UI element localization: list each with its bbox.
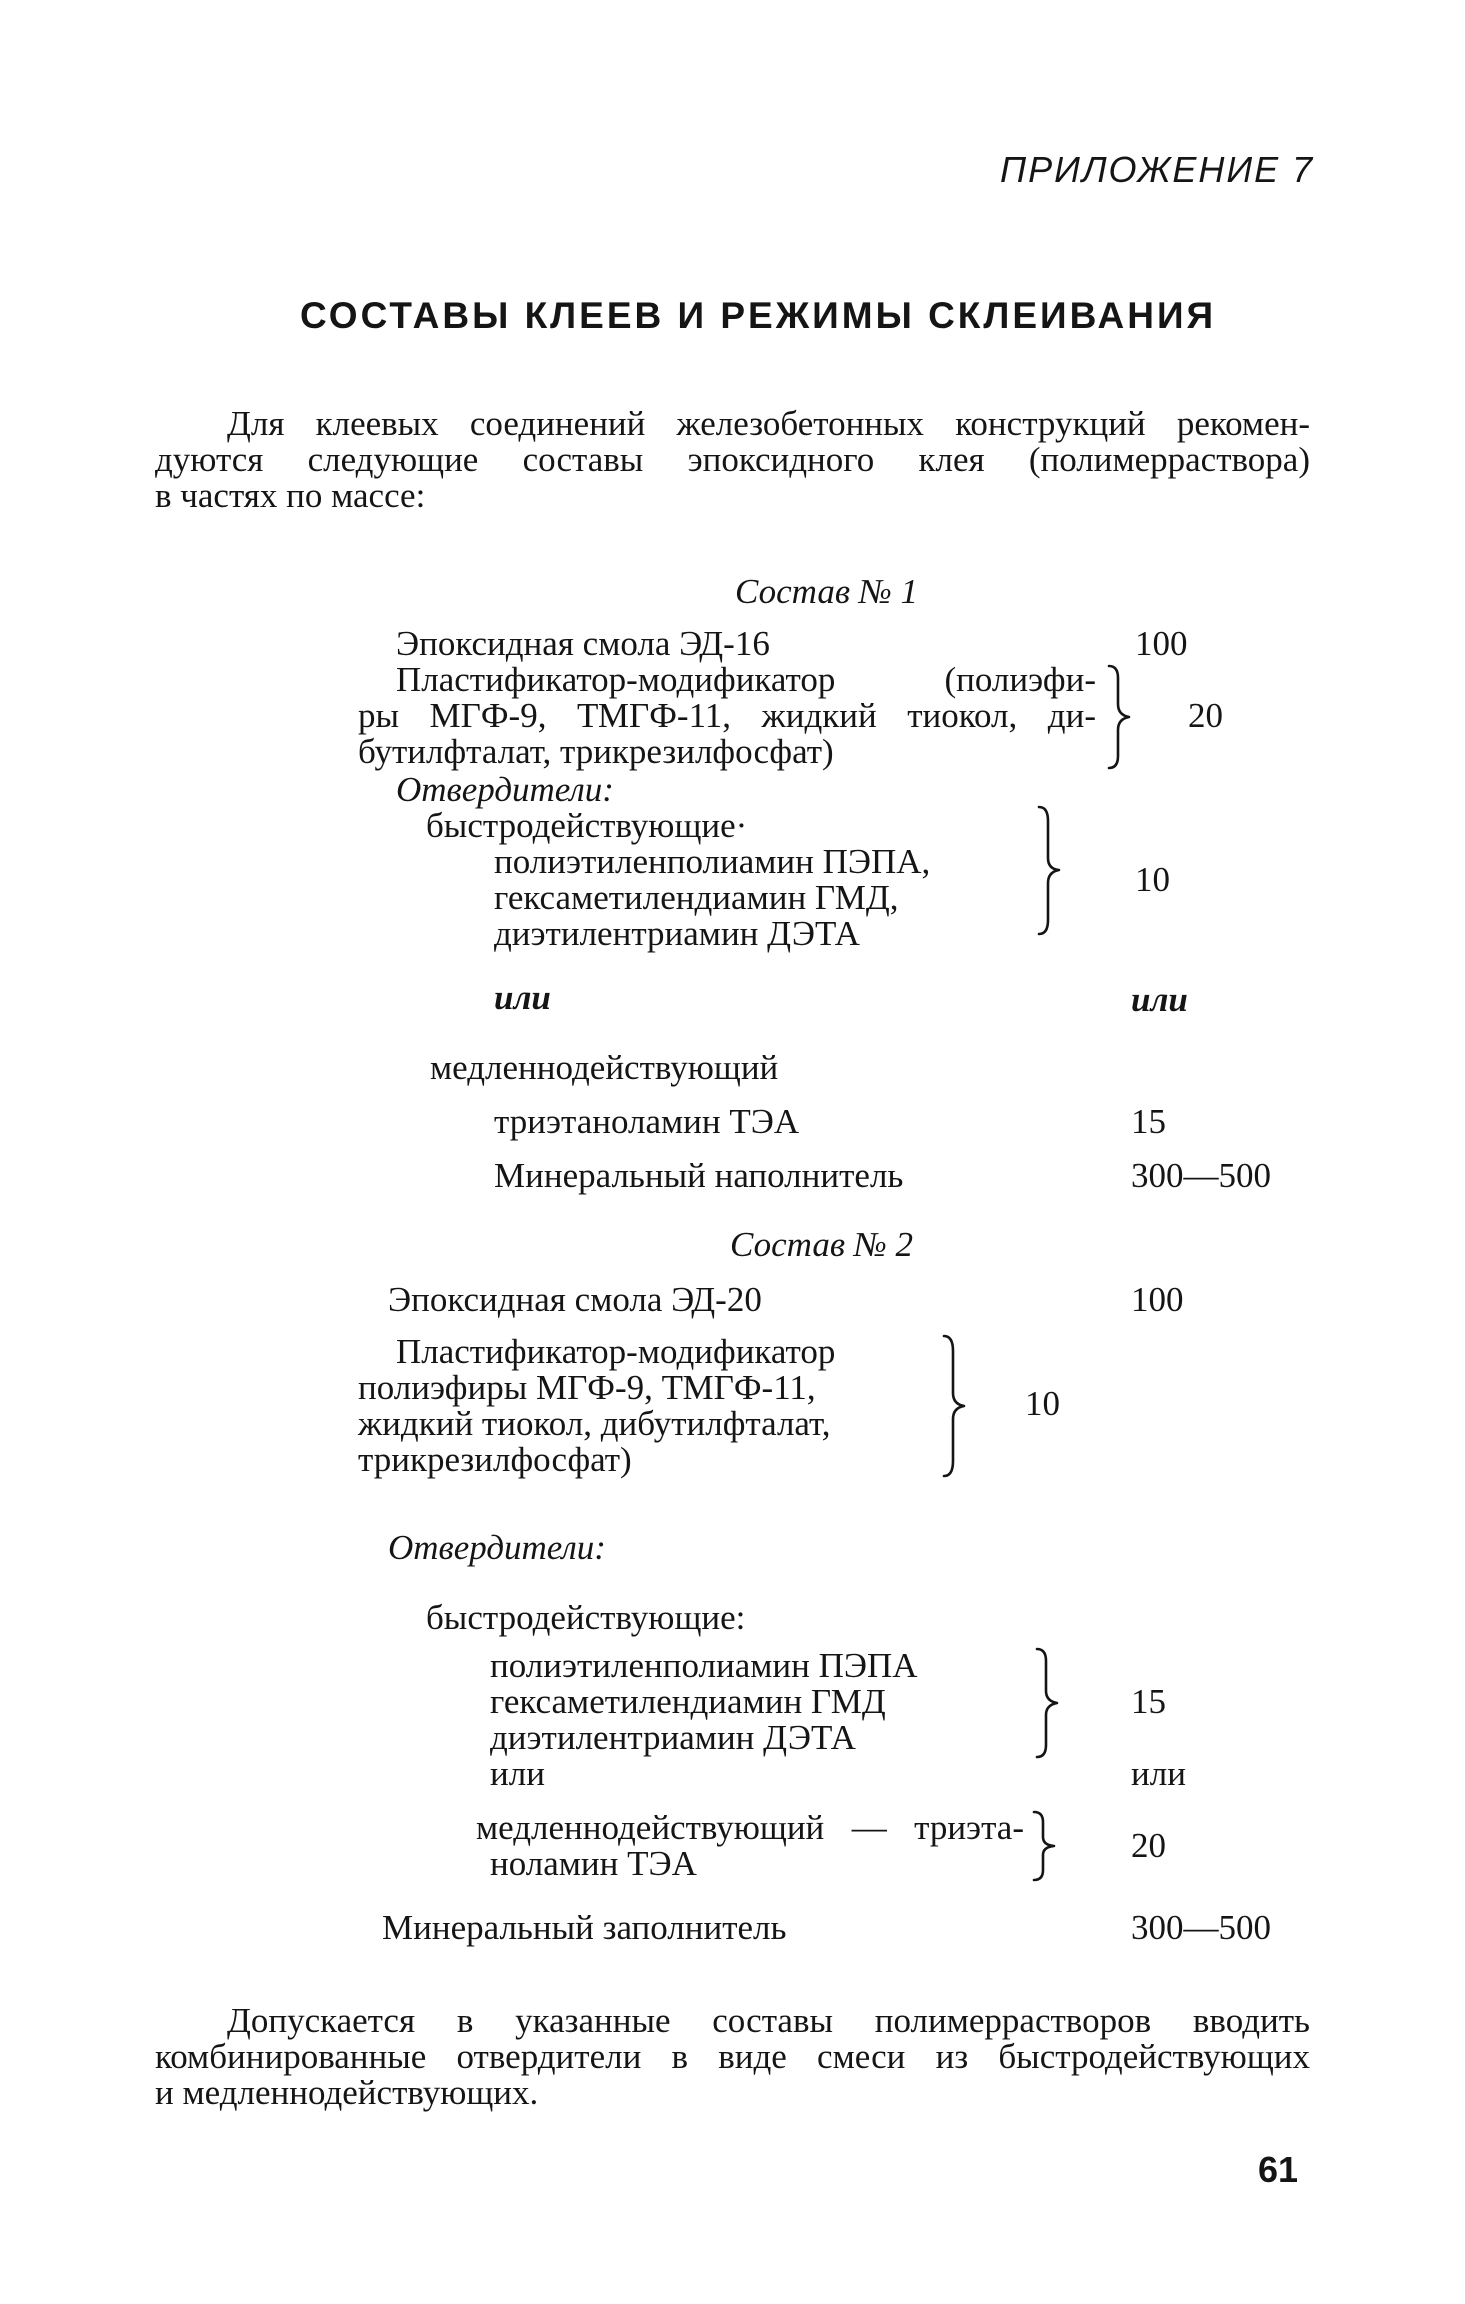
c1-slow-item-label: триэтаноламин ТЭА: [494, 1102, 800, 1141]
c1-filler-value: 300—500: [1131, 1156, 1271, 1195]
intro-line-2: дуются следующие составы эпоксидного клея (полимерраствора): [155, 440, 1310, 479]
c1-filler-label: Минеральный наполнитель: [494, 1156, 904, 1195]
c2-fast-label: быстродействующие:: [426, 1598, 746, 1637]
page-title: СОСТАВЫ КЛЕЕВ И РЕЖИМЫ СКЛЕИВАНИЯ: [300, 295, 1217, 336]
c2-resin-value: 100: [1131, 1280, 1184, 1319]
c1-or-left: или: [494, 978, 551, 1017]
c2-resin-label: Эпоксидная смола ЭД-20: [388, 1280, 762, 1319]
c2-plasticizer-line-2: полиэфиры МГФ-9, ТМГФ-11,: [358, 1368, 816, 1407]
composition-2-heading: Состав № 2: [730, 1225, 914, 1264]
c2-filler-label: Минеральный заполнитель: [382, 1908, 787, 1947]
c2-slow-line-2: ноламин ТЭА: [490, 1844, 697, 1883]
composition-1-heading: Состав № 1: [735, 572, 919, 611]
c1-fast-item-3: диэтилентриамин ДЭТА: [494, 914, 860, 953]
note-line-1: Допускается в указанные составы полимеррастворов вводить: [227, 2001, 1310, 2040]
c2-fast-value: 15: [1131, 1682, 1166, 1721]
c1-plasticizer-line-2: ры МГФ-9, ТМГФ-11, жидкий тиокол, ди-: [358, 696, 1096, 735]
c2-fast-brace: [1033, 1645, 1067, 1761]
intro-line-3: в частях по массе:: [155, 476, 426, 515]
page-number: 61: [1258, 2149, 1299, 2190]
c1-or-right: или: [1131, 980, 1188, 1019]
c1-fast-label: быстродействующие·: [426, 806, 748, 845]
c1-hardeners-label: Отвердители:: [396, 770, 614, 809]
c2-hardeners-label: Отвердители:: [388, 1528, 606, 1567]
c1-plasticizer-line-1: Пластификатор-модификатор (полиэфи-: [396, 660, 1096, 699]
c2-plasticizer-line-1: Пластификатор-модификатор: [396, 1332, 836, 1371]
c2-or-left: или: [490, 1754, 545, 1793]
c2-plasticizer-line-4: трикрезилфосфат): [358, 1440, 632, 1479]
c1-slow-label: медленнодействующий: [430, 1048, 779, 1087]
c1-plasticizer-brace: [1105, 662, 1139, 772]
c2-plasticizer-brace: [940, 1332, 974, 1480]
c2-plasticizer-line-3: жидкий тиокол, дибутилфталат,: [358, 1404, 831, 1443]
c1-slow-item-value: 15: [1131, 1102, 1166, 1141]
c2-or-right: или: [1131, 1754, 1186, 1793]
c2-fast-item-1: полиэтиленполиамин ПЭПА: [490, 1646, 918, 1685]
c1-plasticizer-line-3: бутилфталат, трикрезилфосфат): [358, 732, 834, 771]
c1-resin-value: 100: [1135, 624, 1188, 663]
c1-resin-label: Эпоксидная смола ЭД-16: [396, 624, 770, 663]
c2-plasticizer-value: 10: [1025, 1384, 1060, 1423]
c2-slow-value: 20: [1131, 1826, 1166, 1865]
note-line-3: и медленнодействующих.: [155, 2073, 539, 2112]
c1-fast-item-1: полиэтиленполиамин ПЭПА,: [494, 842, 931, 881]
c2-fast-item-3: диэтилентриамин ДЭТА: [490, 1718, 856, 1757]
c2-slow-line-1: медленнодействующий — триэта-: [476, 1808, 1024, 1847]
c2-fast-item-2: гексаметилендиамин ГМД: [490, 1682, 886, 1721]
c2-slow-brace: [1030, 1808, 1064, 1884]
c1-fast-item-2: гексаметилендиамин ГМД,: [494, 878, 899, 917]
c1-fast-brace: [1035, 803, 1069, 938]
c2-filler-value: 300—500: [1131, 1908, 1271, 1947]
note-line-2: комбинированные отвердители в виде смеси из быстродействующих: [155, 2037, 1310, 2076]
c1-plasticizer-value: 20: [1188, 696, 1223, 735]
appendix-label: ПРИЛОЖЕНИЕ 7: [1000, 149, 1315, 190]
c1-fast-value: 10: [1135, 860, 1170, 899]
intro-line-1: Для клеевых соединений железобетонных конструкций рекомен-: [227, 404, 1310, 443]
